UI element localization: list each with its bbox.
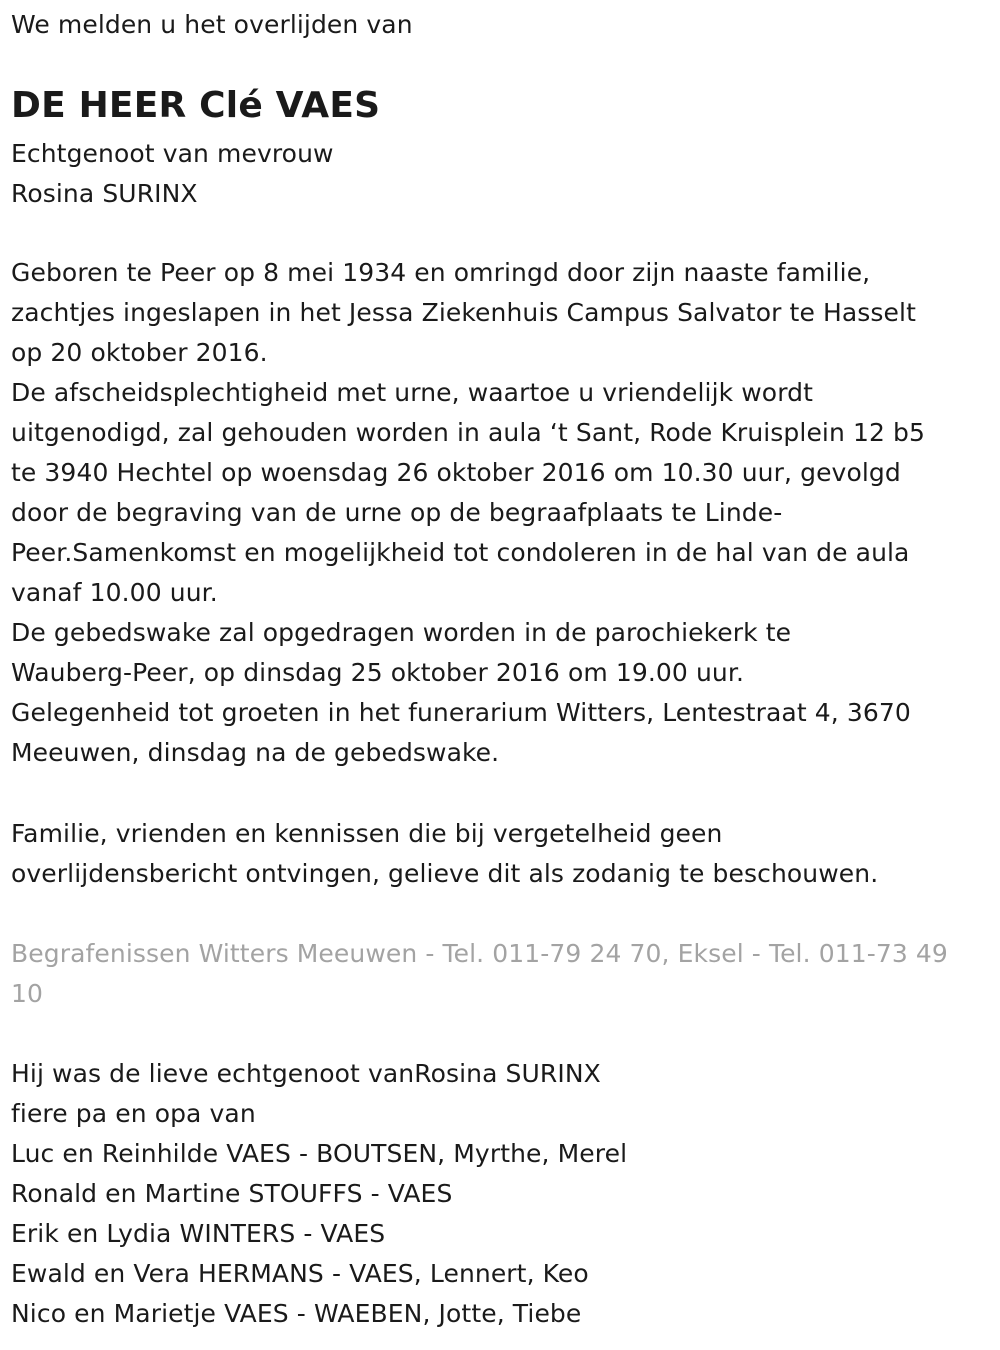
spouse-name: Rosina SURINX bbox=[11, 179, 198, 208]
undertaker-contact bbox=[11, 934, 948, 1014]
details-line: te 3940 Hechtel op woensdag 26 oktober 2016 om 10.30 uur, gevolgd bbox=[11, 458, 901, 487]
family-line: Hij was de lieve echtgenoot vanRosina SURINX bbox=[11, 1059, 601, 1088]
family-member-line: Erik en Lydia WINTERS - VAES bbox=[11, 1219, 386, 1248]
family-member-line: Nico en Marietje VAES - WAEBEN, Jotte, Tiebe bbox=[11, 1299, 582, 1328]
details-line: door de begraving van de urne op de begraafplaats te Linde- bbox=[11, 498, 783, 527]
details-line: vanaf 10.00 uur. bbox=[11, 578, 218, 607]
spouse-line: Echtgenoot van mevrouw bbox=[11, 139, 334, 168]
deceased-name: DE HEER Clé VAES bbox=[11, 85, 381, 126]
family-member-line: Ronald en Martine STOUFFS - VAES bbox=[11, 1179, 453, 1208]
details-line: De afscheidsplechtigheid met urne, waartoe u vriendelijk wordt bbox=[11, 378, 814, 407]
details-line: Gelegenheid tot groeten in het funerarium Witters, Lentestraat 4, 3670 bbox=[11, 698, 911, 727]
details-line: Meeuwen, dinsdag na de gebedswake. bbox=[11, 738, 500, 767]
undertaker-line: 10 bbox=[11, 979, 44, 1008]
spouse-block bbox=[11, 134, 334, 214]
family-line: fiere pa en opa van bbox=[11, 1099, 256, 1128]
details-paragraph bbox=[11, 253, 925, 773]
notice-line: Familie, vrienden en kennissen die bij vergetelheid geen bbox=[11, 819, 723, 848]
details-line: Geboren te Peer op 8 mei 1934 en omringd door zijn naaste familie, bbox=[11, 258, 871, 287]
details-line: Peer.Samenkomst en mogelijkheid tot condoleren in de hal van de aula bbox=[11, 538, 910, 567]
family-member-line: Ewald en Vera HERMANS - VAES, Lennert, Keo bbox=[11, 1259, 589, 1288]
notice-line: overlijdensbericht ontvingen, gelieve dit als zodanig te beschouwen. bbox=[11, 859, 879, 888]
family-member-line: Luc en Reinhilde VAES - BOUTSEN, Myrthe, Merel bbox=[11, 1139, 628, 1168]
notice-paragraph bbox=[11, 814, 878, 894]
details-line: zachtjes ingeslapen in het Jessa Ziekenhuis Campus Salvator te Hasselt bbox=[11, 298, 916, 327]
intro-text: We melden u het overlijden van bbox=[11, 10, 413, 39]
undertaker-line: Begrafenissen Witters Meeuwen - Tel. 011-79 24 70, Eksel - Tel. 011-73 49 bbox=[11, 939, 948, 968]
details-line: op 20 oktober 2016. bbox=[11, 338, 268, 367]
family-list bbox=[11, 1054, 627, 1334]
details-line: uitgenodigd, zal gehouden worden in aula ‘t Sant, Rode Kruisplein 12 b5 bbox=[11, 418, 925, 447]
details-line: De gebedswake zal opgedragen worden in de parochiekerk te bbox=[11, 618, 792, 647]
details-line: Wauberg-Peer, op dinsdag 25 oktober 2016 om 19.00 uur. bbox=[11, 658, 744, 687]
